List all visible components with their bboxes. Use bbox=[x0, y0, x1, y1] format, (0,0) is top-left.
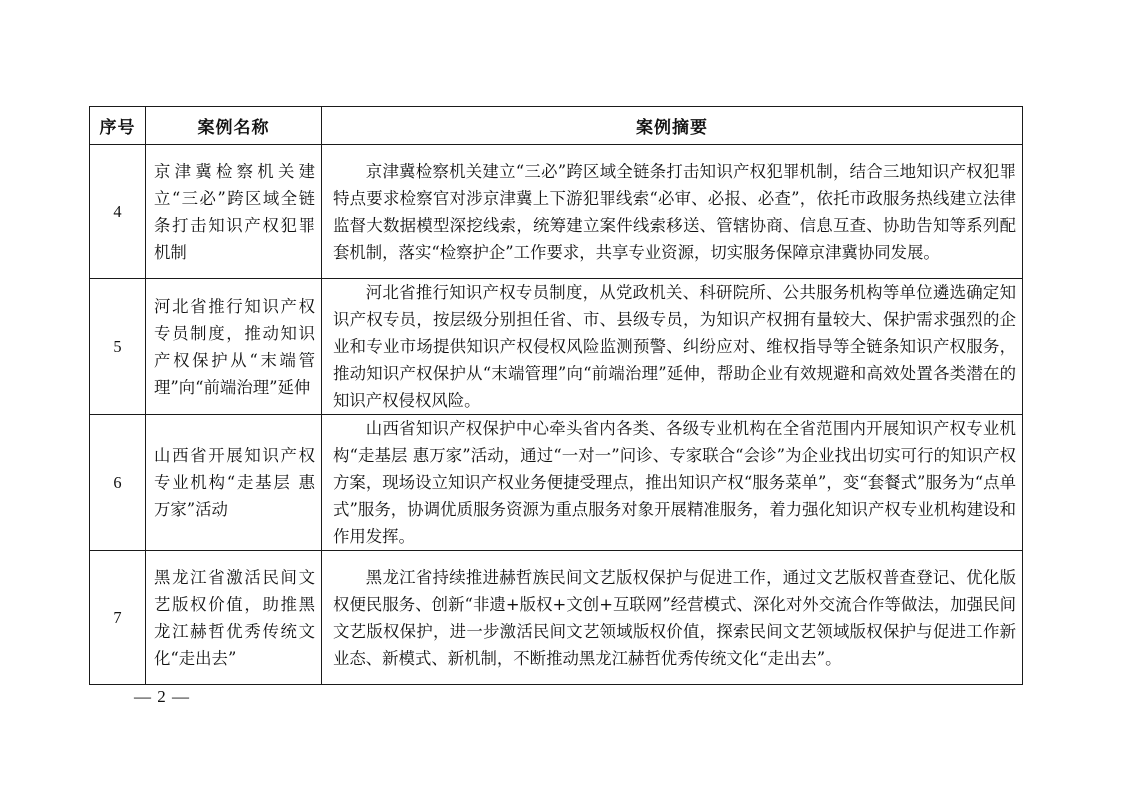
case-summary-cell bbox=[322, 551, 1023, 685]
case-summary-cell bbox=[322, 145, 1023, 279]
case-summary: 京津冀检察机关建立“三必”跨区域全链条打击知识产权犯罪机制，结合三地知识产权犯罪特点要求检察官对涉京津冀上下游犯罪线索“必审、必报、必查”，依托市政服务热线建立法律监督大数据模型深挖线索，统筹建立案件线索移送、管辖协商、信息互查、协助告知等系列配套机制，落实“检察护企”工作要求，共享专业资源，切实服务保障京津冀协同发展。 bbox=[333, 161, 1016, 262]
header-case-summary: 案例摘要 bbox=[322, 107, 1023, 145]
case-name: 京津冀检察机关建立“三必”跨区域全链条打击知识产权犯罪机制 bbox=[146, 145, 322, 279]
case-name: 黑龙江省激活民间文艺版权价值，助推黑龙江赫哲优秀传统文化“走出去” bbox=[146, 551, 322, 685]
case-summary-cell bbox=[322, 279, 1023, 415]
case-summary-cell bbox=[322, 415, 1023, 551]
page-number: — 2 — bbox=[134, 687, 190, 706]
table-row bbox=[90, 415, 1023, 551]
case-serial-number: 5 bbox=[90, 279, 146, 415]
case-summary: 河北省推行知识产权专员制度，从党政机关、科研院所、公共服务机构等单位遴选确定知识产权专员，按层级分别担任省、市、县级专员，为知识产权拥有量较大、保护需求强烈的企业和专业市场提供知识产权侵权风险监测预警、纠纷应对、维权指导等全链条知识产权服务，推动知识产权保护从“末端管理”向“前端治理”延伸，帮助企业有效规避和高效处置各类潜在的知识产权侵权风险。 bbox=[333, 283, 1016, 410]
table-header-row bbox=[90, 107, 1023, 145]
case-summary: 黑龙江省持续推进赫哲族民间文艺版权保护与促进工作，通过文艺版权普查登记、优化版权便民服务、创新“非遗+版权+文创+互联网”经营模式、深化对外交流合作等做法，加强民间文艺版权保护，进一步激活民间文艺领域版权价值，探索民间文艺领域版权保护与促进工作新业态、新模式、新机制，不断推动黑龙江赫哲优秀传统文化“走出去”。 bbox=[333, 567, 1016, 668]
case-serial-number: 7 bbox=[90, 551, 146, 685]
case-summary: 山西省知识产权保护中心牵头省内各类、各级专业机构在全省范围内开展知识产权专业机构“走基层 惠万家”活动，通过“一对一”问诊、专家联合“会诊”为企业找出切实可行的知识产权方案，现场设立知识产权业务便捷受理点，推出知识产权“服务菜单”，变“套餐式”服务为“点单式”服务，协调优质服务资源为重点服务对象开展精准服务，着力强化知识产权专业机构建设和作用发挥。 bbox=[333, 419, 1016, 546]
case-serial-number: 4 bbox=[90, 145, 146, 279]
table-row bbox=[90, 279, 1023, 415]
case-serial-number: 6 bbox=[90, 415, 146, 551]
header-case-name: 案例名称 bbox=[146, 107, 322, 145]
header-serial-number: 序号 bbox=[90, 107, 146, 145]
case-name: 河北省推行知识产权专员制度，推动知识产权保护从“末端管理”向“前端治理”延伸 bbox=[146, 279, 322, 415]
table-row bbox=[90, 145, 1023, 279]
case-name: 山西省开展知识产权专业机构“走基层 惠万家”活动 bbox=[146, 415, 322, 551]
case-table bbox=[89, 106, 1023, 685]
table-row bbox=[90, 551, 1023, 685]
